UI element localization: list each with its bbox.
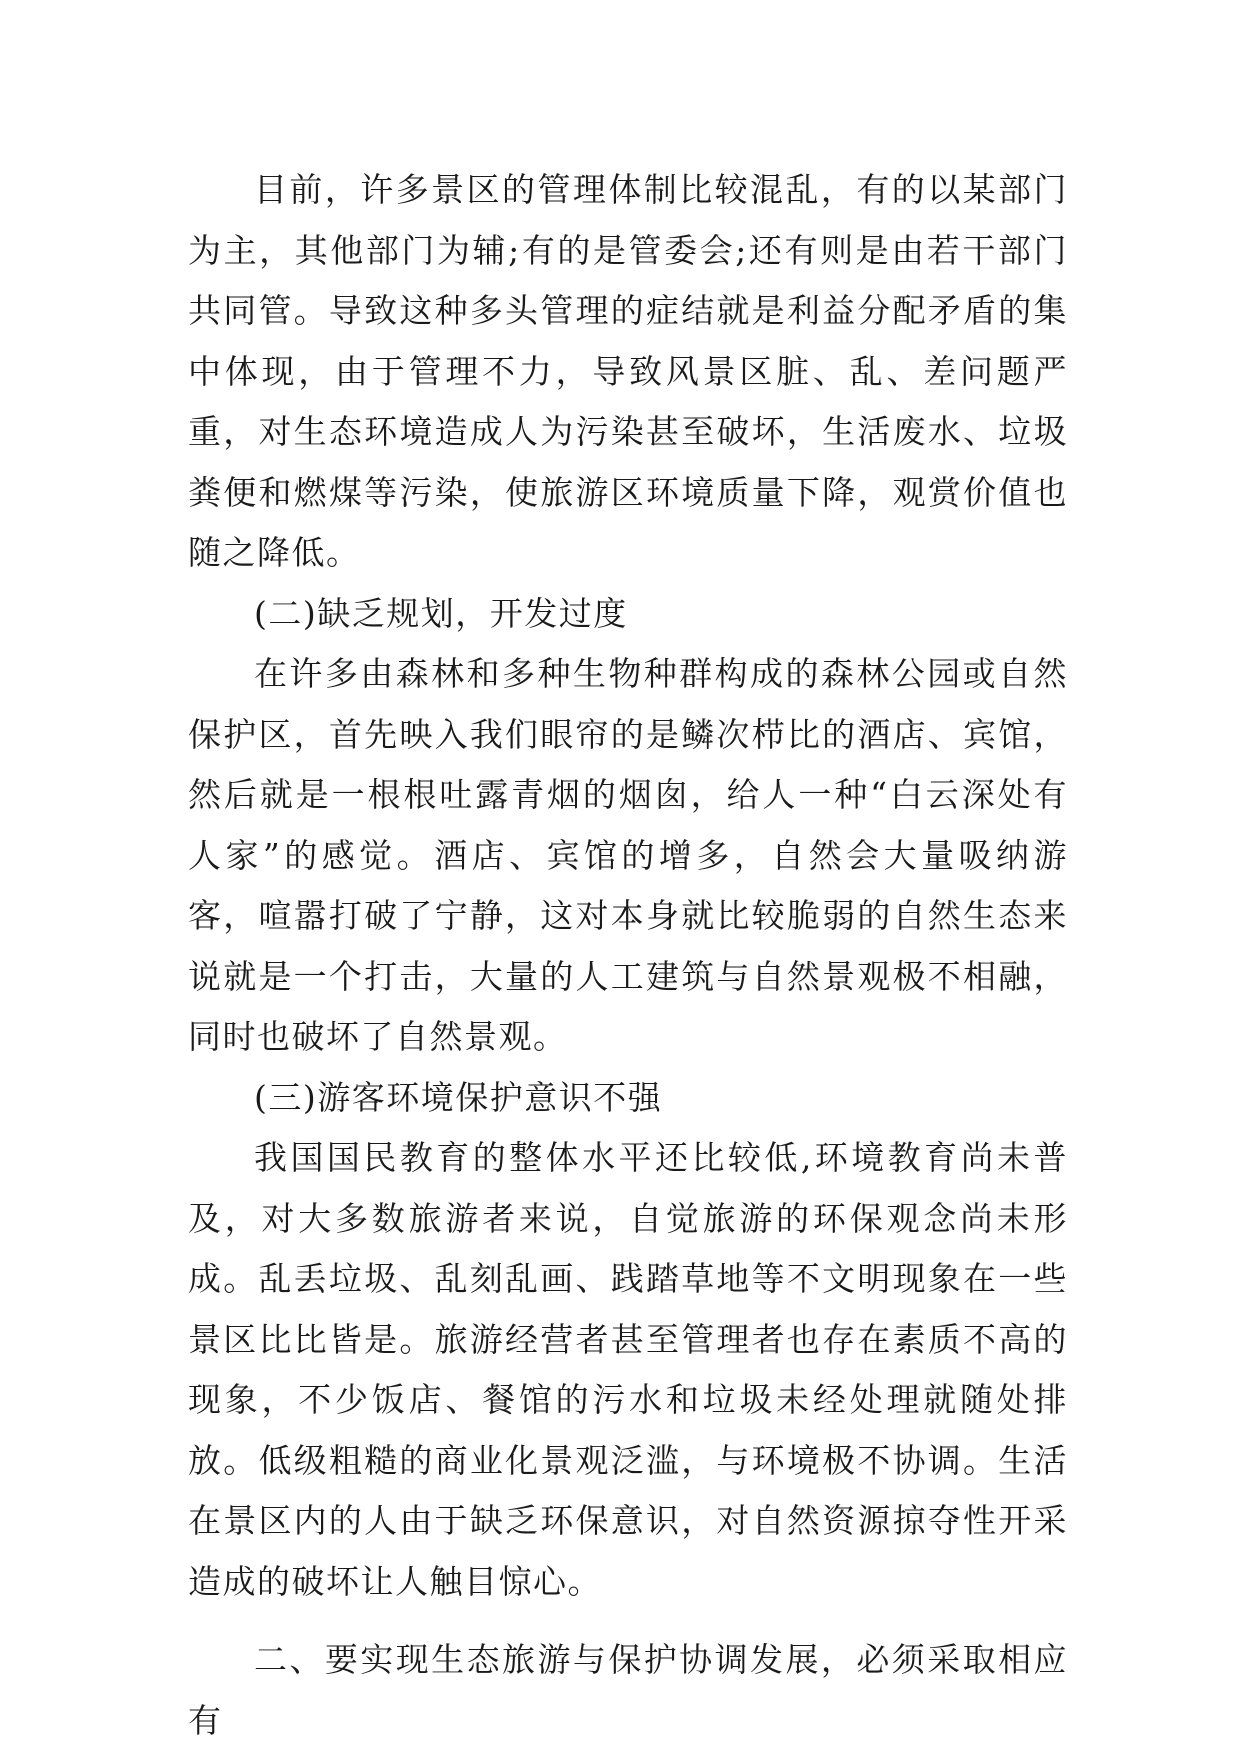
- heading-lack-of-planning: (二)缺乏规划，开发过度: [254, 593, 628, 633]
- heading-tourist-awareness: (三)游客环境保护意识不强: [254, 1077, 663, 1117]
- paragraph-overdevelopment: 在许多由森林和多种生物种群构成的森林公园或自然保护区，首先映入我们眼帘的是鳞次栉比的酒店、宾馆，然后就是一根根吐露青烟的烟囱，给人一种“白云深处有人家”的感觉。酒店、宾馆的增多，自然会大量吸纳游客，喧嚣打破了宁静，这对本身就比较脆弱的自然生态来说就是一个打击，大量的人工建筑与自然景观极不相融，同时也破坏了自然景观。: [188, 654, 1068, 1056]
- paragraph-management-system: 目前，许多景区的管理体制比较混乱，有的以某部门为主，其他部门为辅;有的是管委会;还有则是由若干部门共同管。导致这种多头管理的症结就是利益分配矛盾的集中体现，由于管理不力，导致风景区脏、乱、差问题严重，对生态环境造成人为污染甚至破坏，生活废水、垃圾粪便和燃煤等污染，使旅游区环境质量下降，观赏价值也随之降低。: [188, 170, 1068, 572]
- document-body: [188, 160, 1068, 1751]
- paragraph-environmental-education: 我国国民教育的整体水平还比较低,环境教育尚未普及，对大多数旅游者来说，自觉旅游的环保观念尚未形成。乱丢垃圾、乱刻乱画、践踏草地等不文明现象在一些景区比比皆是。旅游经营者甚至管理者也存在素质不高的现象，不少饭店、餐馆的污水和垃圾未经处理就随处排放。低级粗糙的商业化景观泛滥，与环境极不协调。生活在景区内的人由于缺乏环保意识，对自然资源掠夺性开采造成的破坏让人触目惊心。: [188, 1138, 1068, 1601]
- section-heading-measures: 二、要实现生态旅游与保护协调发展，必须采取相应有: [188, 1640, 1068, 1740]
